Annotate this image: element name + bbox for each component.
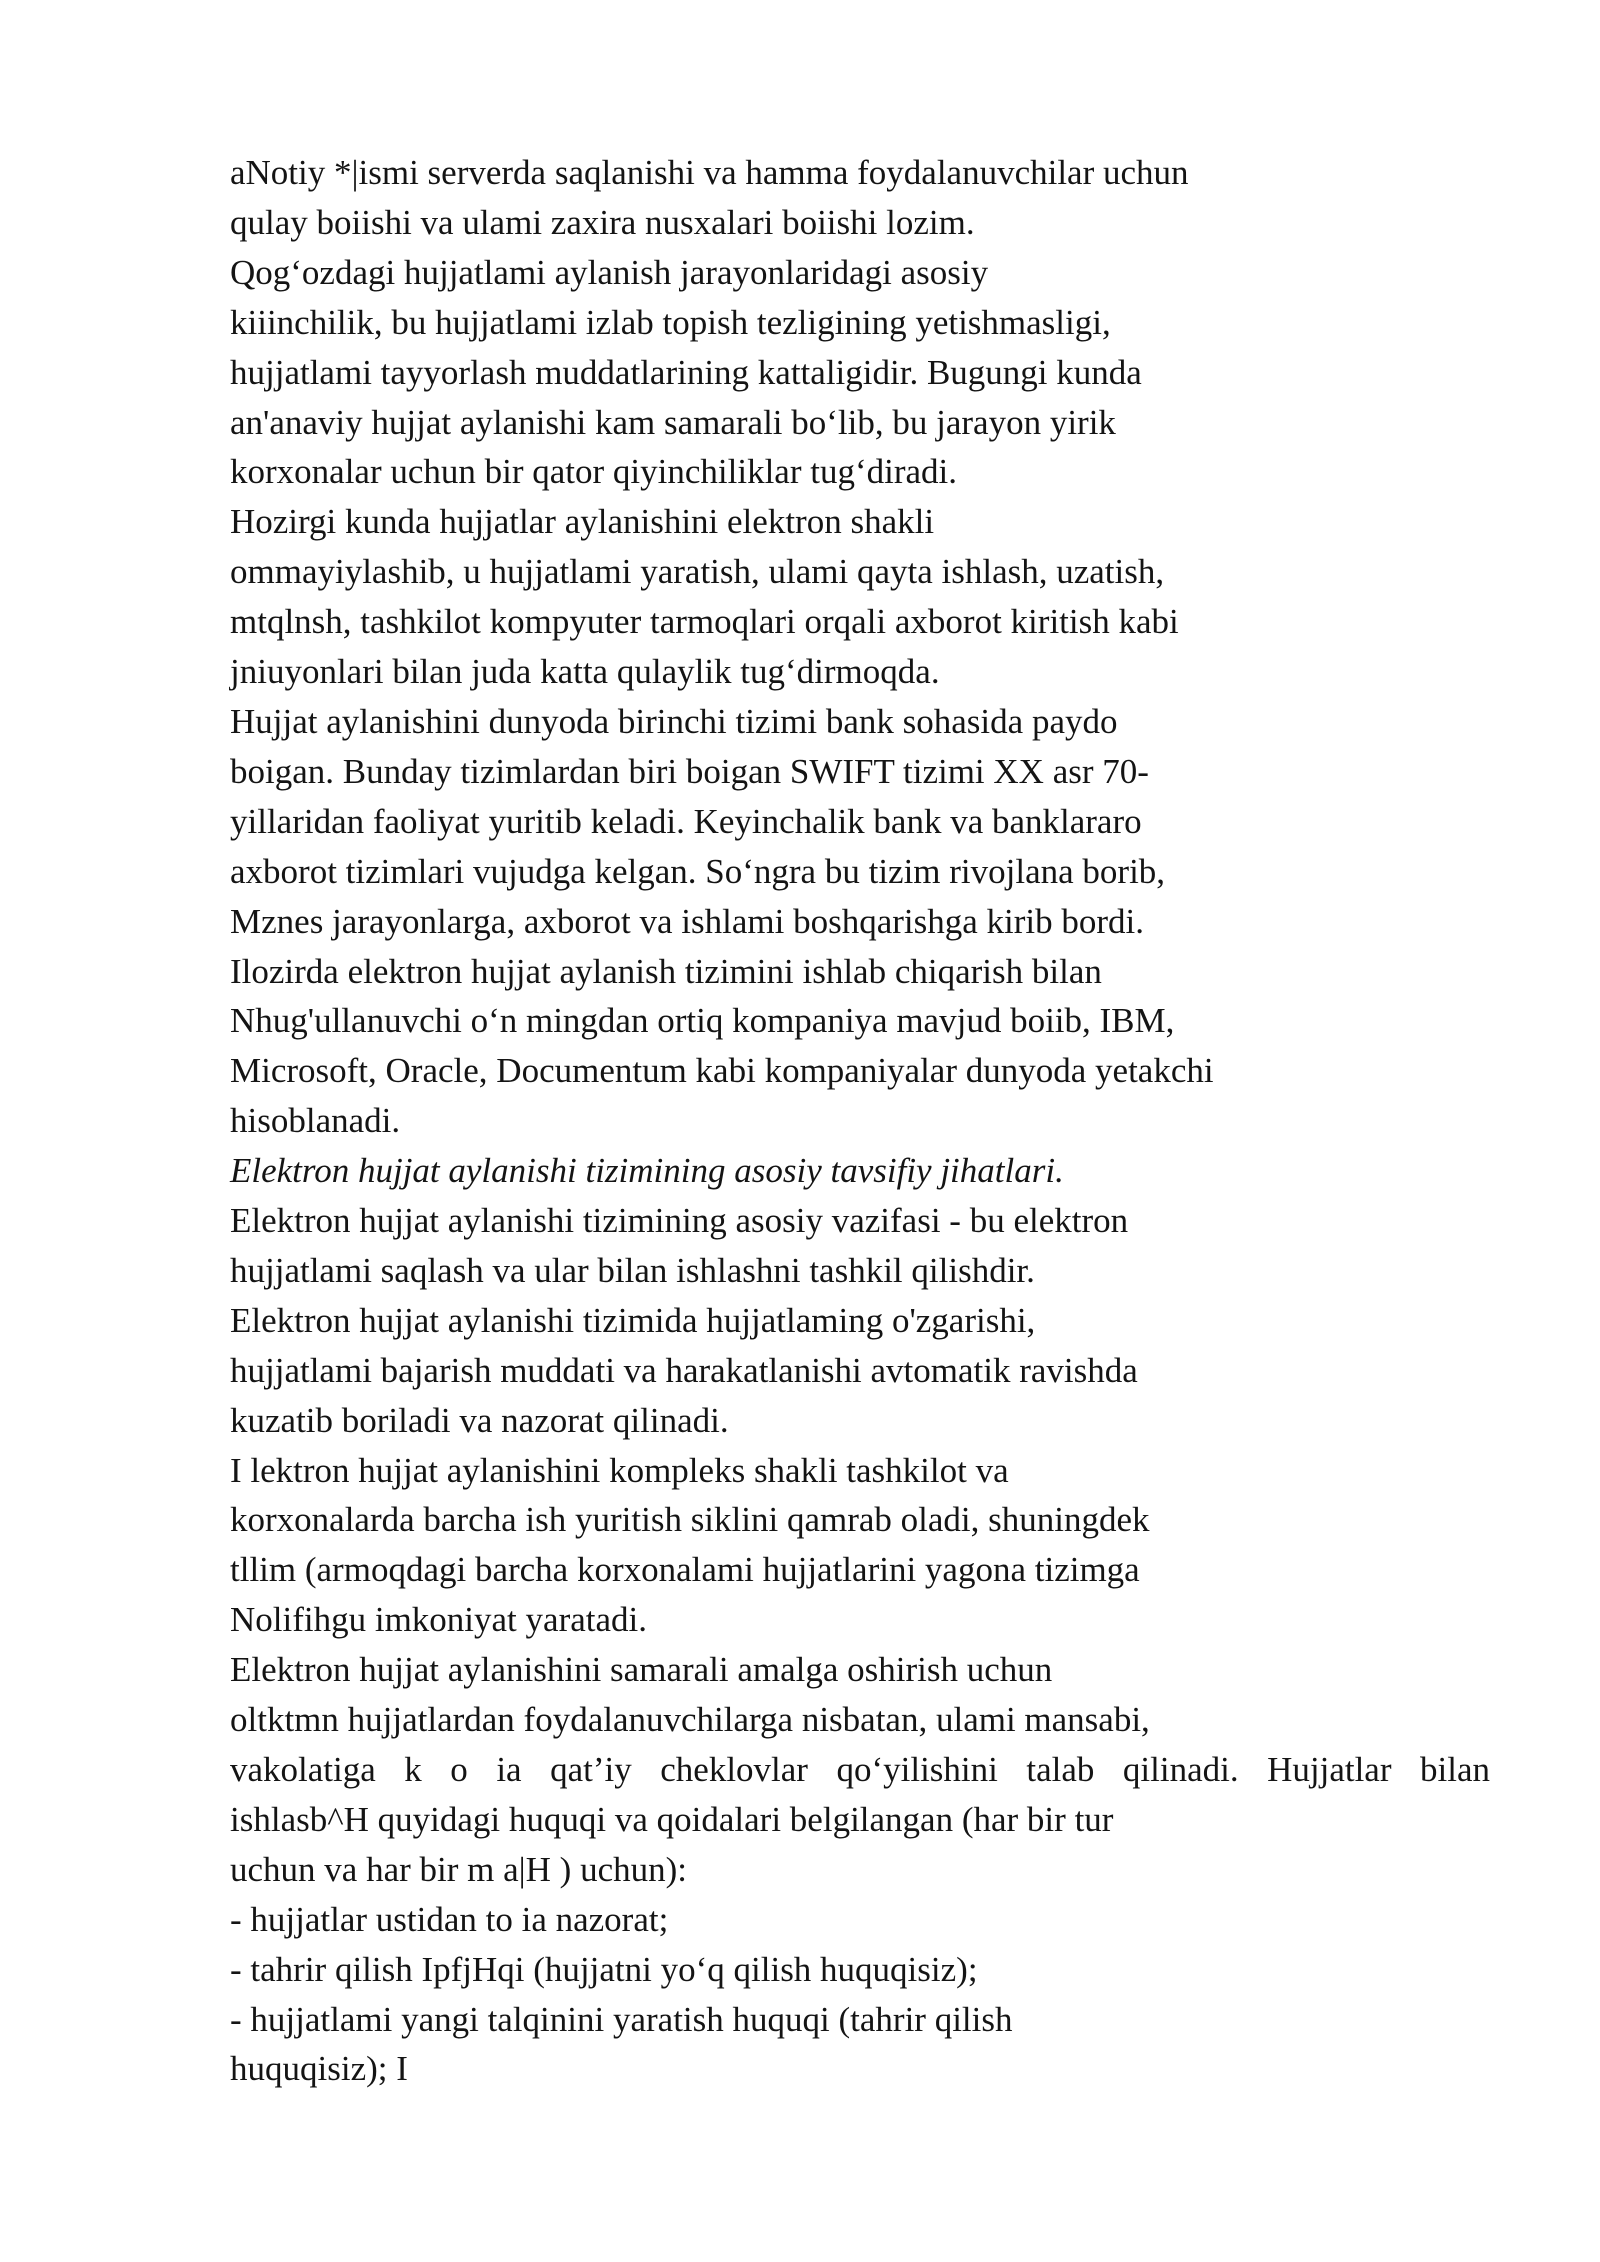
text-line: Ilozirda elektron hujjat aylanish tizimini ishlab chiqarish bilan: [230, 951, 1102, 991]
text-line: Hozirgi kunda hujjatlar aylanishini elektron shakli: [230, 502, 935, 542]
text-line: Elektron hujjat aylanishi tizimining asosiy vazifasi - bu elektron: [230, 1201, 1129, 1241]
text-line: Microsoft, Oracle, Documentum kabi kompaniyalar dunyoda yetakchi: [230, 1051, 1214, 1091]
list-item: - hujjatlar ustidan to ia nazorat;: [230, 1899, 669, 1939]
text-line: ishlasb^H quyidagi huquqi va qoidalari belgilangan (har bir tur: [230, 1799, 1114, 1839]
text-line: Nhug'ullanuvchi o‘n mingdan ortiq kompaniya mavjud boiib, IBM,: [230, 1001, 1175, 1041]
text-line: Elektron hujjat aylanishi tizimida hujjatlaming o'zgarishi,: [230, 1300, 1036, 1340]
text-line: hisoblanadi.: [230, 1101, 401, 1141]
text-line: hujjatlami saqlash va ular bilan ishlashni tashkil qilishdir.: [230, 1250, 1035, 1290]
text-line: oltktmn hujjatlardan foydalanuvchilarga nisbatan, ulami mansabi,: [230, 1700, 1150, 1740]
text-line: kiiinchilik, bu hujjatlami izlab topish tezligining yetishmasligi,: [230, 302, 1111, 342]
text-line: Nolifihgu imkoniyat yaratadi.: [230, 1600, 647, 1640]
list-item: - tahrir qilish IpfjHqi (hujjatni yo‘q qilish huquqisiz);: [230, 1949, 978, 1989]
section-heading: Elektron hujjat aylanishi tizimining asosiy tavsifiy jihatlari.: [230, 1151, 1064, 1191]
text-line: Mznes jarayonlarga, axborot va ishlami boshqarishga kirib bordi.: [230, 901, 1144, 941]
text-line: tllim (armoqdagi barcha korxonalami hujjatlarini yagona tizimga: [230, 1550, 1140, 1590]
text-line: axborot tizimlari vujudga kelgan. So‘ngra bu tizim rivojlana borib,: [230, 851, 1166, 891]
text-line: jniuyonlari bilan juda katta qulaylik tug‘dirmoqda.: [230, 652, 940, 692]
text-line: Elektron hujjat aylanishini samarali amalga oshirish uchun: [230, 1650, 1053, 1690]
text-line: vakolatiga k o ia qat’iy cheklovlar qo‘yilishini talab qilinadi. Hujjatlar bilan: [230, 1750, 1490, 1789]
text-line: an'anaviy hujjat aylanishi kam samarali bo‘lib, bu jarayon yirik: [230, 402, 1116, 442]
text-line: qulay boiishi va ulami zaxira nusxalari boiishi lozim.: [230, 202, 975, 242]
text-line: boigan. Bunday tizimlardan biri boigan SWIFT tizimi XX asr 70-: [230, 751, 1149, 791]
text-line: yillaridan faoliyat yuritib keladi. Keyinchalik bank va banklararo: [230, 801, 1142, 841]
text-line: huquqisiz); I: [230, 2049, 408, 2089]
text-line: Hujjat aylanishini dunyoda birinchi tizimi bank sohasida paydo: [230, 701, 1118, 741]
text-line: hujjatlami bajarish muddati va harakatlanishi avtomatik ravishda: [230, 1350, 1138, 1390]
text-line: ommayiylashib, u hujjatlami yaratish, ulami qayta ishlash, uzatish,: [230, 552, 1165, 592]
text-line: Qog‘ozdagi hujjatlami aylanish jarayonlaridagi asosiy: [230, 252, 989, 292]
text-line: kuzatib boriladi va nazorat qilinadi.: [230, 1400, 729, 1440]
list-item: - hujjatlami yangi talqinini yaratish huquqi (tahrir qilish: [230, 1999, 1013, 2039]
text-line: uchun va har bir m a|H ) uchun):: [230, 1849, 687, 1889]
text-line: mtqlnsh, tashkilot kompyuter tarmoqlari orqali axborot kiritish kabi: [230, 602, 1179, 642]
text-line: I lektron hujjat aylanishini kompleks shakli tashkilot va: [230, 1450, 1009, 1490]
document-body: [230, 148, 1490, 2094]
text-line: korxonalar uchun bir qator qiyinchiliklar tug‘diradi.: [230, 452, 958, 492]
text-line: aNotiy *|ismi serverda saqlanishi va hamma foydalanuvchilar uchun: [230, 153, 1189, 192]
text-line: korxonalarda barcha ish yuritish siklini qamrab oladi, shuningdek: [230, 1500, 1150, 1540]
text-line: hujjatlami tayyorlash muddatlarining kattaligidir. Bugungi kunda: [230, 352, 1142, 392]
